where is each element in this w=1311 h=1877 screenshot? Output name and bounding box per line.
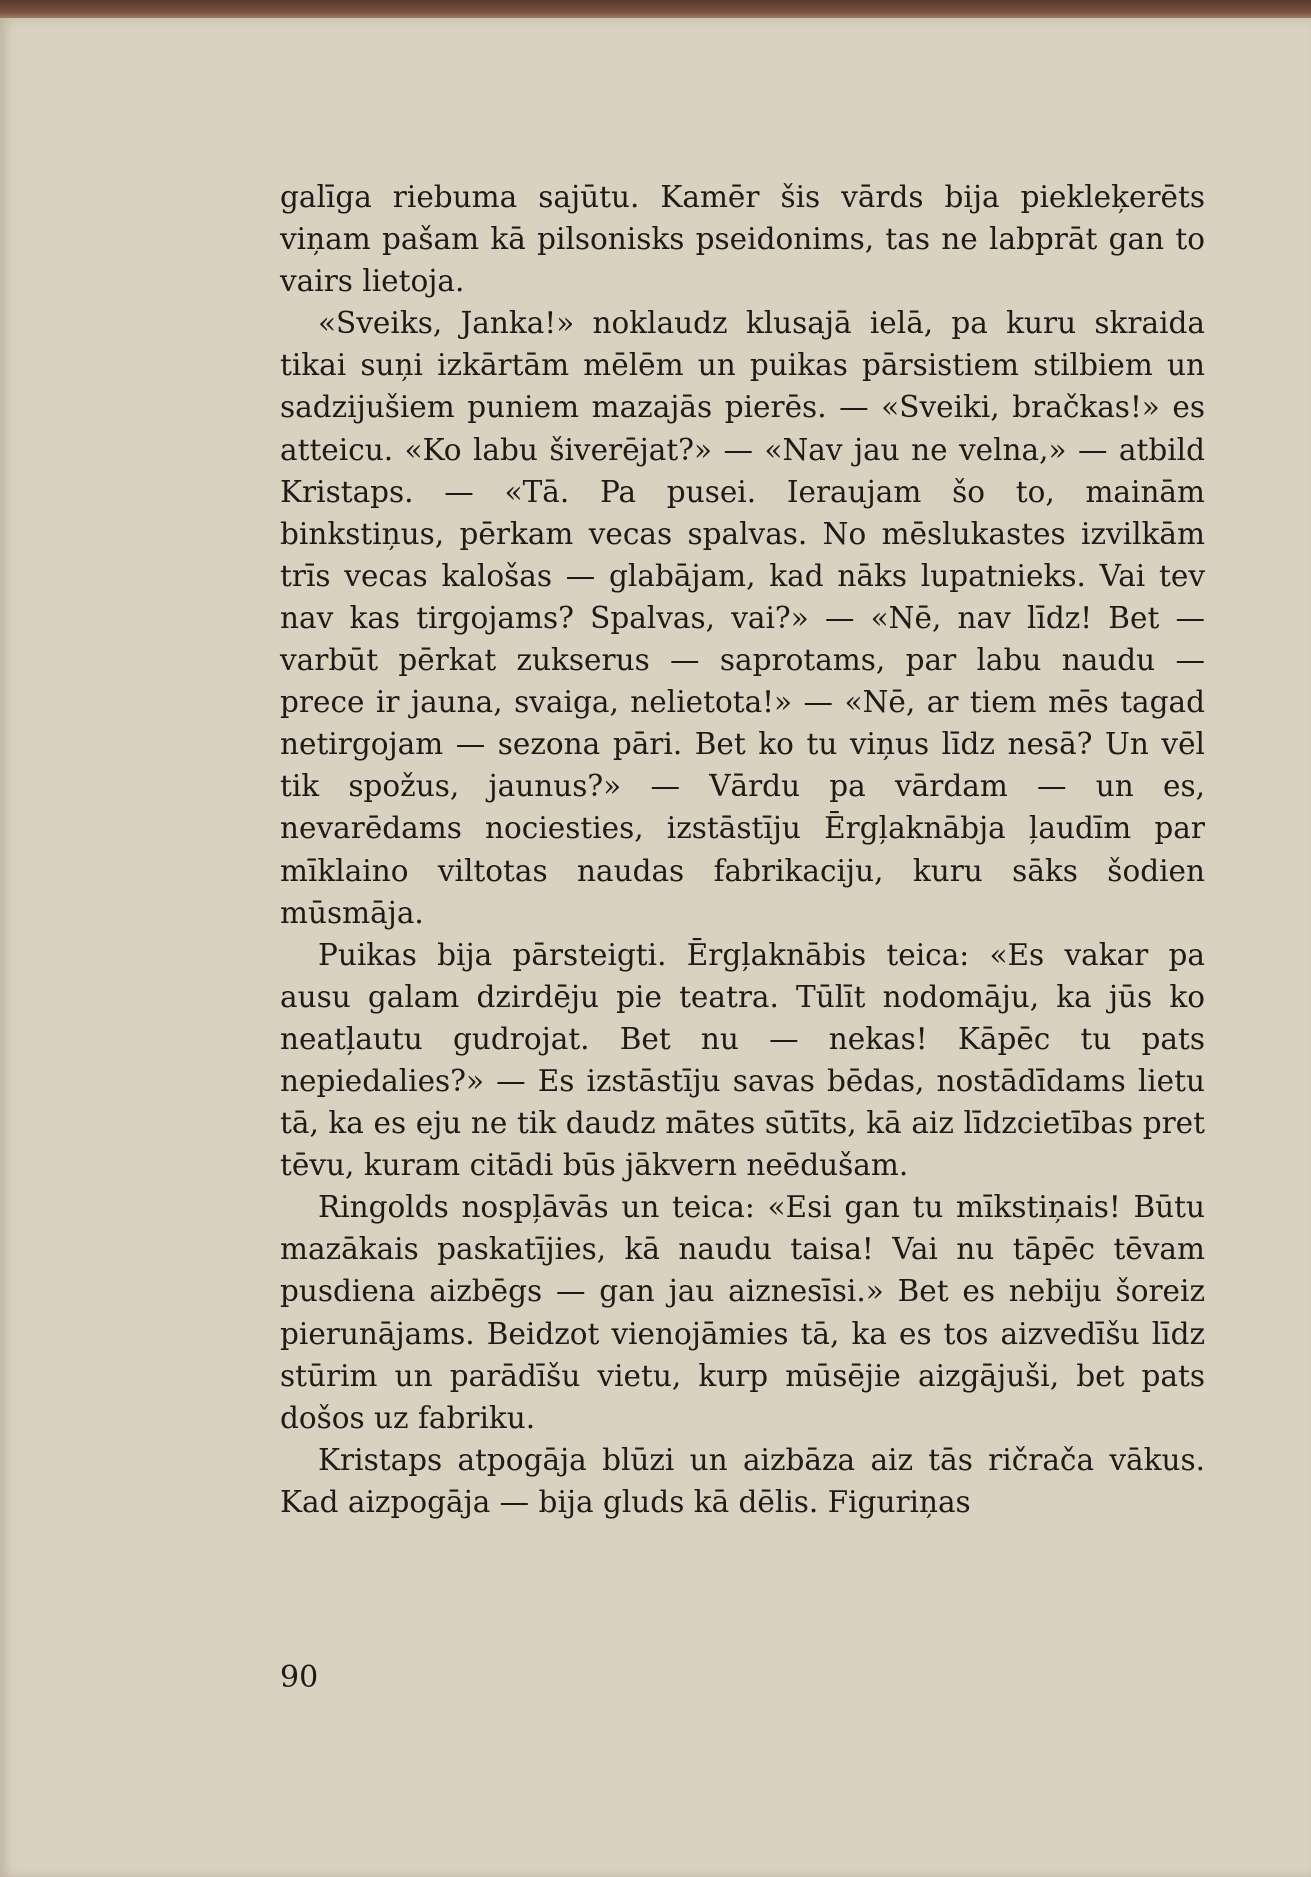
paragraph-5: Kristaps atpogāja blūzi un aizbāza aiz tās ričrača vākus. Kad aizpogāja — bija gluds kā dēlis. Figuriņas [280, 1442, 1205, 1519]
paragraph-1: galīga riebuma sajūtu. Kamēr šis vārds bija piekleķerēts viņam pašam kā pilsonisks pseidonims, tas ne labprāt gan to vairs lietoja. [280, 180, 1205, 299]
paragraph-3: Puikas bija pārsteigti. Ērgļaknābis teica: «Es vakar pa ausu galam dzirdēju pie teatra. Tūlīt nodomāju, ka jūs ko neatļautu gudrojat. Bet nu — nekas! Kāpēc tu pats nepiedalies?» — Es izstāstīju savas bēdas, nostādīdams lietu tā, ka es eju ne tik daudz mātes sūtīts, kā aiz līdzcietības pret tēvu, kuram citādi būs jākvern neēdušam. [280, 937, 1205, 1183]
paragraph-4: Ringolds nospļāvās un teica: «Esi gan tu mīkstiņais! Būtu mazākais paskatījies, kā naudu taisa! Vai nu tāpēc tēvam pusdiena aizbēgs — gan jau aiznesīsi.» Bet es nebiju šoreiz pierunājams. Beidzot vienojāmies tā, ka es tos aizvedīšu līdz stūrim un parādīšu vietu, kurp mūsējie aizgājuši, bet pats došos uz fabriku. [280, 1190, 1205, 1435]
page-number: 90 [280, 1660, 319, 1695]
book-page [0, 18, 1311, 1877]
paragraph-2: «Sveiks, Janka!» noklaudz klusajā ielā, pa kuru skraida tikai suņi izkārtām mēlēm un puikas pārsistiem stilbiem un sadzijušiem puniem mazajās pierēs. — «Sveiki, bračkas!» es atteicu. «Ko labu šiverējat?» — «Nav jau ne velna,» — atbild Kristaps. — «Tā. Pa pusei. Ieraujam šo to, mainām binkstiņus, pērkam vecas spalvas. No mēslukastes izvilkām trīs vecas kalošas — glabājam, kad nāks lupatnieks. Vai tev nav kas tirgojams? Spalvas, vai?» — «Nē, nav līdz! Bet — varbūt pērkat zukserus — saprotams, par labu naudu — prece ir jauna, svaiga, nelietota!» — «Nē, ar tiem mēs tagad netirgojam — sezona pāri. Bet ko tu viņus līdz nesā? Un vēl tik spožus, jaunus?» — Vārdu pa vārdam — un es, nevarēdams nociesties, izstāstīju Ērgļaknābja ļaudīm par mīklaino viltotas naudas fabrikaciju, kuru sāks šodien mūsmāja. [280, 306, 1205, 930]
page-text [280, 176, 1205, 1523]
